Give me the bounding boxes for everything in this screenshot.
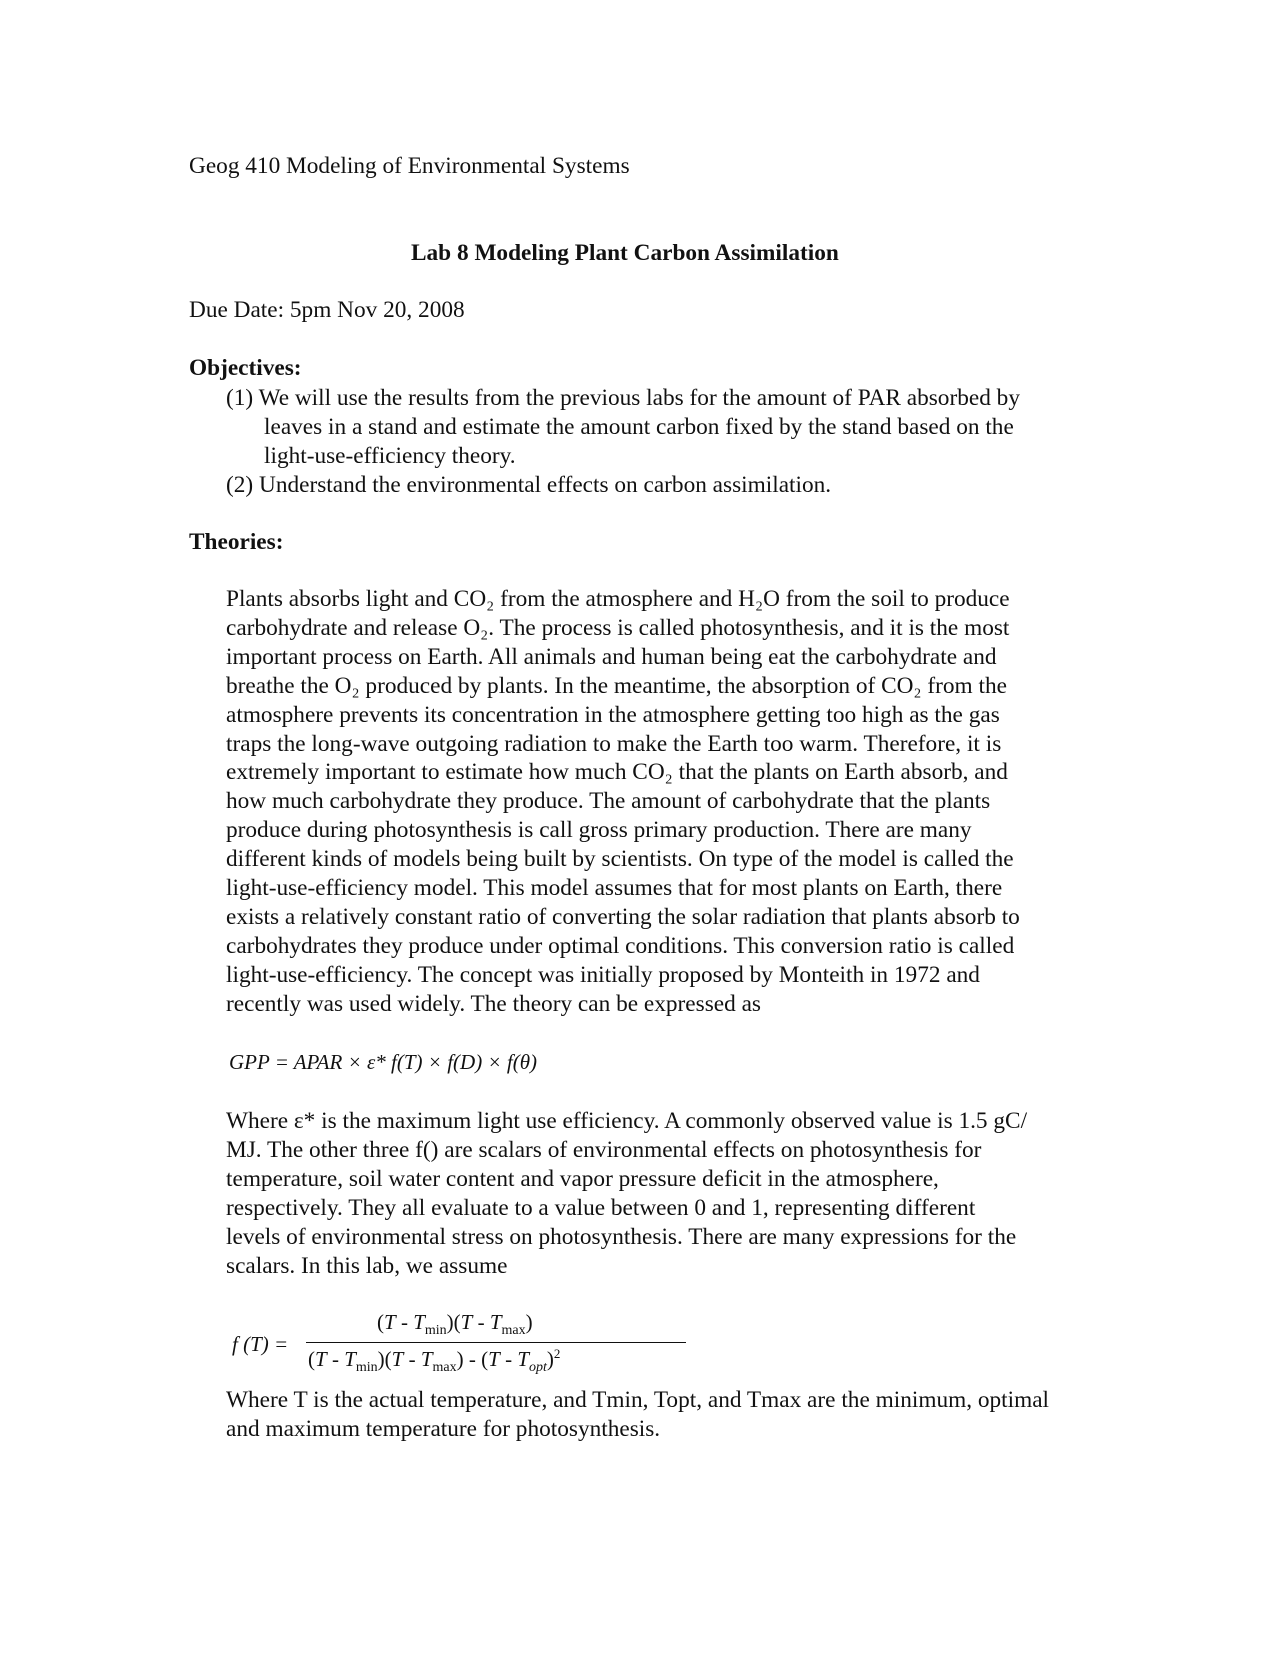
paragraph-line: atmosphere prevents its concentration in the atmosphere getting too high as the gas (226, 701, 1000, 728)
paragraph-line: temperature, soil water content and vapor pressure deficit in the atmosphere, (226, 1165, 939, 1192)
paragraph-line: extremely important to estimate how much CO₂ that the plants on Earth absorb, and (226, 759, 1008, 786)
due-date: Due Date: 5pm Nov 20, 2008 (189, 297, 465, 323)
paragraph-line: exists a relatively constant ratio of converting the solar radiation that plants absorb to (226, 903, 1020, 930)
theories-heading: Theories: (189, 529, 284, 555)
paragraph-line: light-use-efficiency model. This model assumes that for most plants on Earth, there (226, 875, 1003, 902)
paragraph-line: Where ε* is the maximum light use efficiency. A commonly observed value is 1.5 gC/ (226, 1108, 1028, 1134)
paragraph-line: Where T is the actual temperature, and Tmin, Topt, and Tmax are the minimum, optimal (226, 1387, 1050, 1413)
gpp-formula: GPP = APAR × ε* f(T) × f(D) × f(θ) (229, 1050, 537, 1074)
paragraph-line: Plants absorbs light and CO₂ from the atmosphere and H₂O from the soil to produce (226, 586, 1010, 612)
paragraph-line: scalars. In this lab, we assume (226, 1252, 508, 1279)
paragraph-line: traps the long-wave outgoing radiation to make the Earth too warm. Therefore, it is (226, 730, 1002, 757)
course-header: Geog 410 Modeling of Environmental Systems (189, 153, 630, 179)
paragraph-line: recently was used widely. The theory can be expressed as (226, 990, 761, 1017)
paragraph-line: carbohydrates they produce under optimal conditions. This conversion ratio is called (226, 932, 1015, 959)
paragraph-line: breathe the O₂ produced by plants. In the meantime, the absorption of CO₂ from the (226, 672, 1007, 699)
formula-denominator: $(T - T_{min})(T - T_{max}) - (T - T_{opt})^2$ (308, 1346, 561, 1376)
paragraph-line: carbohydrate and release O₂. The process is called photosynthesis, and it is the most (226, 614, 1010, 641)
formula-lhs: f (T) = (232, 1332, 289, 1356)
objective-line: (1) We will use the results from the previous labs for the amount of PAR absorbed by (226, 385, 1020, 411)
theory-paragraph-3 (226, 1386, 1049, 1444)
paragraph-line: levels of environmental stress on photosynthesis. There are many expressions for the (226, 1223, 1017, 1250)
paragraph-line: how much carbohydrate they produce. The amount of carbohydrate that the plants (226, 788, 991, 815)
formula-numerator: $(T - T_{min})(T - T_{max})$ (377, 1310, 533, 1339)
theory-paragraph-2 (226, 1107, 1027, 1280)
paragraph-line: different kinds of models being built by scientists. On type of the model is called the (226, 846, 1014, 873)
objective-line: leaves in a stand and estimate the amount carbon fixed by the stand based on the (264, 413, 1014, 440)
theory-paragraph-1 (226, 585, 1020, 1019)
paragraph-line: and maximum temperature for photosynthesis. (226, 1415, 661, 1442)
paragraph-line: MJ. The other three f() are scalars of environmental effects on photosynthesis for (226, 1136, 982, 1163)
paragraph-line: produce during photosynthesis is call gross primary production. There are many (226, 817, 972, 844)
objectives-list (226, 384, 1020, 500)
page-title: Lab 8 Modeling Plant Carbon Assimilation (411, 240, 839, 266)
paragraph-line: important process on Earth. All animals and human being eat the carbohydrate and (226, 643, 997, 670)
objective-line: (2) Understand the environmental effects on carbon assimilation. (226, 471, 832, 498)
paragraph-line: respectively. They all evaluate to a value between 0 and 1, representing different (226, 1194, 976, 1221)
objective-line: light-use-efficiency theory. (264, 442, 516, 469)
fraction-bar (306, 1342, 686, 1343)
paragraph-line: light-use-efficiency. The concept was initially proposed by Monteith in 1972 and (226, 961, 980, 988)
objectives-heading: Objectives: (189, 355, 302, 381)
